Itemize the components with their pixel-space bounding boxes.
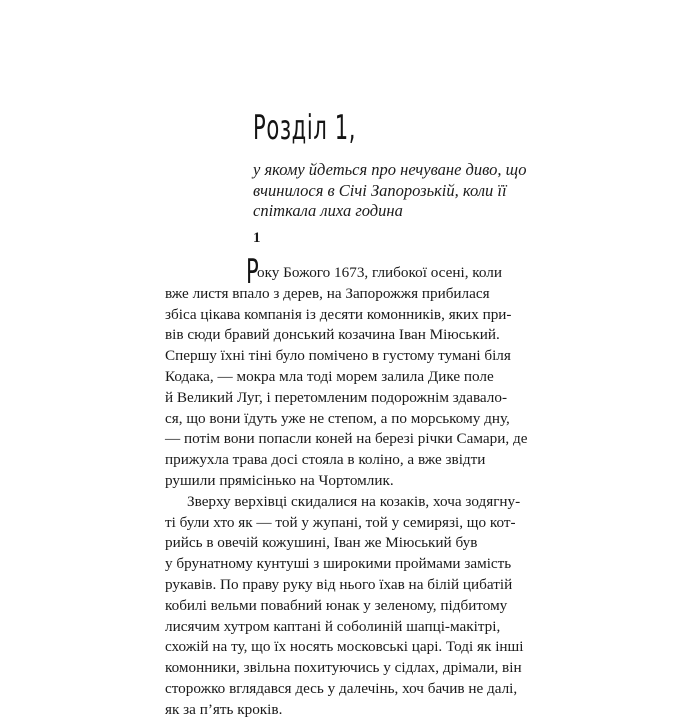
text-line: Спершу їхні тіні було помічено в густому тумані біля [165, 347, 511, 365]
text-line: ті були хто як — той у жупані, той у семирязі, що кот- [165, 513, 516, 531]
text-line: лисячим хутром каптані й соболиній шапці-макітрі, [165, 617, 501, 635]
section-number: 1 [253, 230, 261, 246]
drop-cap-letter: Р [246, 252, 259, 292]
text-line: Зверху верхівці скидалися на козаків, хоча зодягну- [187, 492, 521, 510]
text-line: вже листя впало з дерев, на Запорожжя прибилася [165, 284, 490, 302]
text-line: вів сюди бравий донський козачина Іван Міюський. [165, 326, 500, 344]
text-line: Кодака, — мокра мла тоді морем залила Дике поле [165, 367, 494, 385]
text-line: прижухла трава досі стояла в коліно, а вже звідти [165, 451, 486, 469]
text-line: ся, що вони їдуть уже не степом, а по морському дну, [165, 409, 510, 427]
text-line: рийсь в овечій кожушині, Іван же Міюський був [165, 534, 478, 552]
chapter-title: Розділ 1, [253, 108, 357, 148]
chapter-subtitle [253, 160, 673, 222]
subtitle-line: вчинилося в Січі Запорозькій, коли її [253, 180, 507, 200]
text-line: й Великий Луг, і перетомленим подорожнім здавало- [165, 388, 508, 406]
text-line: збіса цікава компанія із десяти комонників, яких при- [165, 305, 512, 323]
text-line: схожій на ту, що їх носять московські царі. Тоді як інші [165, 638, 524, 656]
subtitle-line: у якому йдеться про нечуване диво, що [253, 160, 527, 179]
subtitle-line: спіткала лиха година [253, 201, 403, 220]
text-line: рукавів. По праву руку від нього їхав на білій цибатій [165, 575, 513, 593]
text-line: сторожко вглядався десь у далечінь, хоч бачив не далі, [165, 679, 518, 697]
text-line: рушили прямісінько на Чортомлик. [165, 471, 394, 489]
text-line: комонники, звільна похитуючись у сідлах, дрімали, він [165, 659, 522, 677]
text-line: кобилі вельми повабний юнак у зеленому, підбитому [165, 596, 508, 614]
text-line: — потім вони попасли коней на березі річки Самари, де [165, 430, 528, 448]
text-line: у брунатному кунтуші з широкими проймами замість [165, 555, 512, 573]
body-text [165, 263, 528, 721]
text-line: оку Божого 1673, глибокої осені, коли [257, 264, 502, 281]
text-line: як за п’ять кроків. [165, 700, 283, 718]
